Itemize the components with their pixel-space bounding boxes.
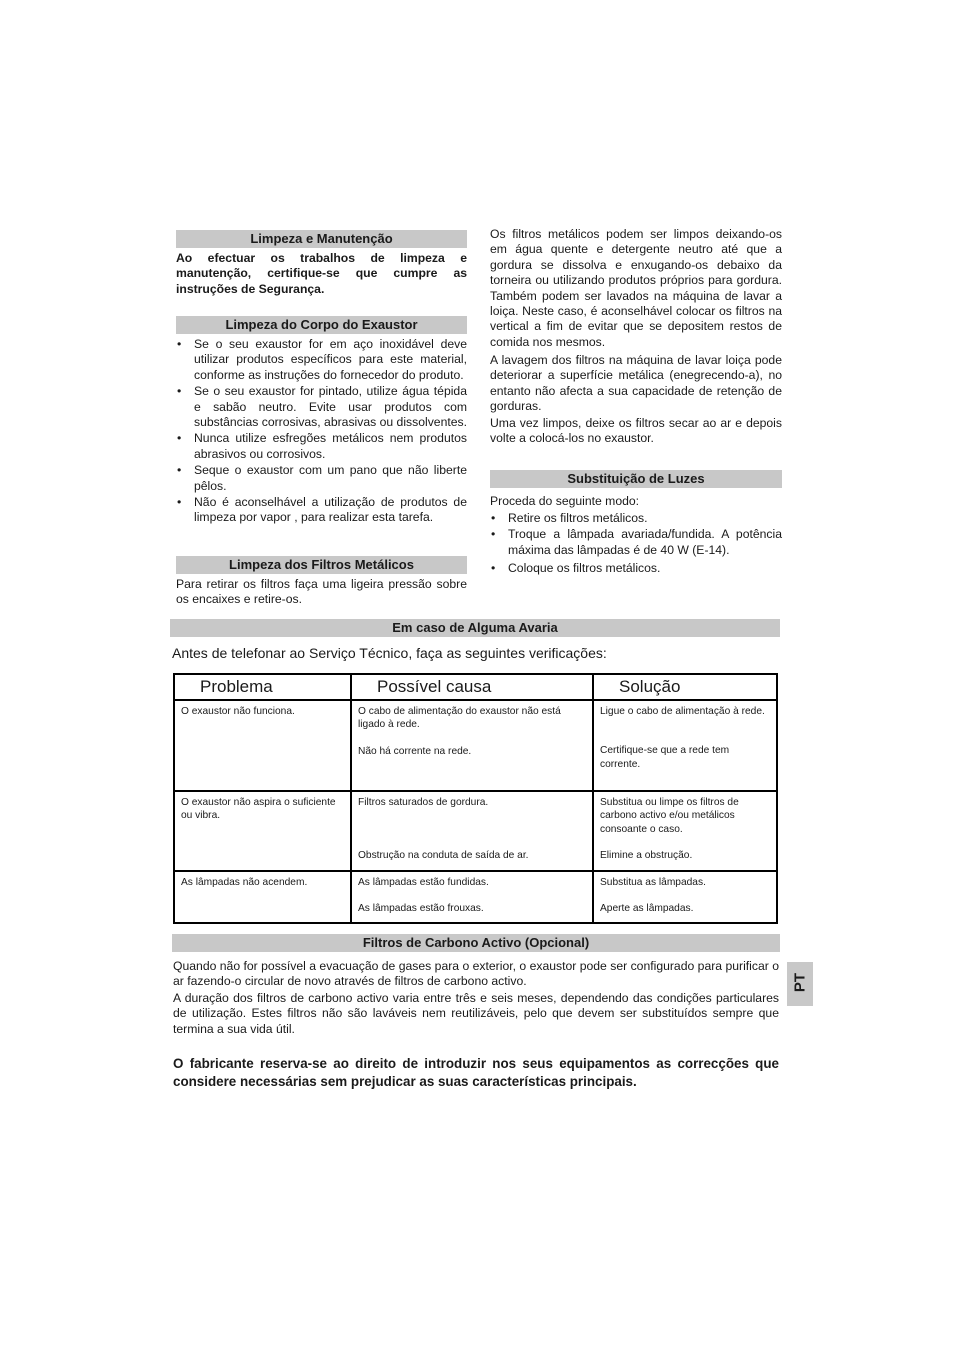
list-item: • Se o seu exaustor for pintado, utilize água tépida e sabão neutro. Evite usar produtos com substâncias corrosivas, abrasivas ou dissolventes. — [176, 384, 467, 430]
cell-cause — [351, 700, 593, 791]
cell-problem — [174, 791, 351, 871]
troubleshooting-table — [173, 673, 778, 924]
cell-problem — [174, 700, 351, 791]
list-item: • Se o seu exaustor for em aço inoxidável deve utilizar produtos específicos para este material, conforme as instruções do fornecedor do produto. — [176, 337, 467, 383]
luzes-list — [490, 511, 782, 578]
cause-text: Filtros saturados de gordura. — [358, 797, 489, 808]
solution-text: Elimine a obstrução. — [600, 849, 693, 861]
cell-solution — [593, 871, 777, 923]
section-title-luzes: Substituição de Luzes — [490, 470, 782, 488]
list-item: • Não é aconselhável a utilização de produtos de limpeza por vapor , para realizar esta tarefa. — [176, 495, 467, 526]
cell-problem — [174, 871, 351, 923]
table-row — [174, 871, 777, 923]
cause-text: Obstrução na conduta de saída de ar. — [358, 850, 529, 862]
problem-text: As lâmpadas não acendem. — [181, 877, 308, 888]
list-item: • Troque a lâmpada avariada/fundida. A potência máxima das lâmpadas é de 40 W (E-14). — [490, 527, 782, 558]
problem-text: O exaustor não aspira o suficiente ou vibra. — [181, 797, 336, 822]
solution-text: Certifique-se que a rede tem corrente. — [600, 745, 730, 770]
filtros-para-3: Uma vez limpos, deixe os filtros secar ao ar e depois volte a colocá-los no exaustor. — [490, 416, 782, 446]
list-item: • Retire os filtros metálicos. — [490, 511, 782, 526]
manufacturer-note: O fabricante reserva-se ao direito de introduzir nos seus equipamentos as correcções que considere necessárias sem prejudicar as suas características principais. — [173, 1056, 779, 1089]
cause-text: Não há corrente na rede. — [358, 745, 472, 757]
filtros-text: Para retirar os filtros faça uma ligeira pressão sobre os encaixes e retire-os. — [176, 577, 467, 607]
filtros-para-2: A lavagem dos filtros na máquina de lavar loiça pode deteriorar a superfície metálica (enegrecendo-a), no entanto não afecta a sua capacidade de retenção de gorduras. — [490, 353, 782, 414]
table-row — [174, 791, 777, 871]
filtros-para-1: Os filtros metálicos podem ser limpos deixando-os em água quente e detergente neutro até que a gordura se dissolva e enxugando-os debaixo da torneira ou utilizando produtos próprios para gordura. Também podem ser lavados na máquina de lavar a loiça. Neste caso, é aconselhável colocar os filtros na vertical a fim de evitar que se depositem restos de comida nos mesmos. — [490, 227, 782, 349]
cause-text: O cabo de alimentação do exaustor não está ligado à rede. — [358, 706, 561, 731]
section-title-corpo: Limpeza do Corpo do Exaustor — [176, 316, 467, 334]
solution-text: Ligue o cabo de alimentação à rede. — [600, 706, 765, 717]
table-row — [174, 700, 777, 791]
solution-text: Substitua as lâmpadas. — [600, 877, 706, 888]
luzes-intro: Proceda do seguinte modo: — [490, 494, 640, 508]
header-causa: Possível causa — [351, 674, 593, 700]
carbono-para-2: A duração dos filtros de carbono activo varia entre três e seis meses, dependendo das condições particulares de utilização. Estes filtros não são laváveis nem reutilizáveis, pelo que devem ser substituídos sempre que termina a sua vida útil. — [173, 991, 779, 1036]
language-tab — [787, 962, 813, 1006]
avaria-intro: Antes de telefonar ao Serviço Técnico, faça as seguintes verificações: — [172, 645, 607, 661]
header-solucao: Solução — [593, 674, 777, 700]
solution-text: Aperte as lâmpadas. — [600, 903, 694, 915]
table-header-row — [174, 674, 777, 700]
section-title-limpeza: Limpeza e Manutenção — [176, 230, 467, 248]
language-tab-label: PT — [791, 972, 809, 993]
section-title-avaria: Em caso de Alguma Avaria — [170, 619, 780, 637]
header-problema: Problema — [174, 674, 351, 700]
limpeza-intro: Ao efectuar os trabalhos de limpeza e manutenção, certifique-se que cumpre as instruções de Segurança. — [176, 251, 467, 296]
cell-cause — [351, 871, 593, 923]
list-item: • Coloque os filtros metálicos. — [490, 561, 782, 576]
cause-text: As lâmpadas estão frouxas. — [358, 903, 484, 915]
cause-text: As lâmpadas estão fundidas. — [358, 877, 489, 888]
section-title-filtros: Limpeza dos Filtros Metálicos — [176, 556, 467, 574]
list-item: • Nunca utilize esfregões metálicos nem produtos abrasivos ou corrosivos. — [176, 431, 467, 462]
cell-cause — [351, 791, 593, 871]
corpo-list — [176, 337, 467, 527]
solution-text: Substitua ou limpe os filtros de carbono activo e/ou metálicos consoante o caso. — [600, 797, 739, 835]
list-item: • Seque o exaustor com um pano que não liberte pêlos. — [176, 463, 467, 494]
cell-solution — [593, 700, 777, 791]
problem-text: O exaustor não funciona. — [181, 706, 295, 717]
carbono-para-1: Quando não for possível a evacuação de gases para o exterior, o exaustor pode ser configurado para purificar o ar fazendo-o circular de novo através de filtros de carbono activo. — [173, 959, 779, 989]
cell-solution — [593, 791, 777, 871]
section-title-carbono: Filtros de Carbono Activo (Opcional) — [172, 934, 780, 952]
